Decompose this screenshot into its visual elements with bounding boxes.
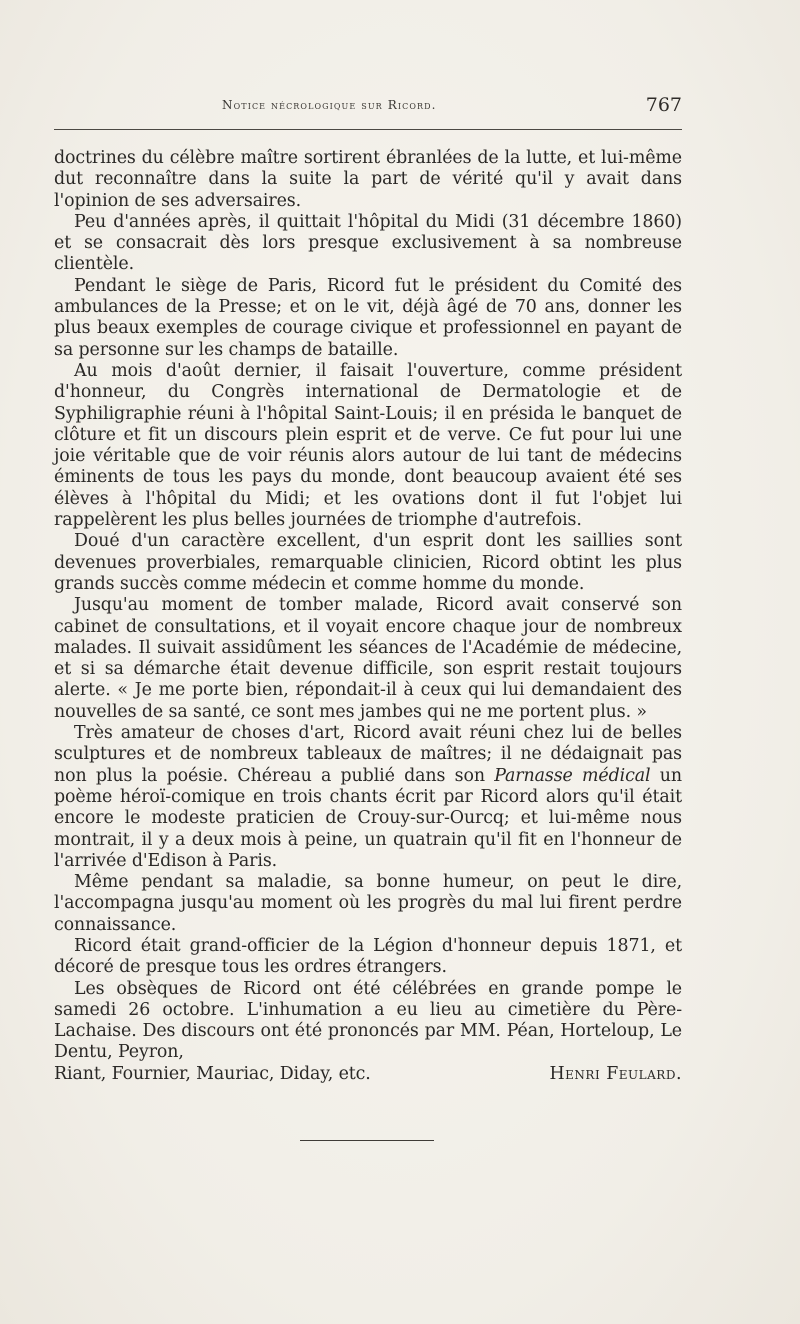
paragraph-8: Même pendant sa maladie, sa bonne humeur, on peut le dire, l'accompagna jusqu'au moment où les progrès du mal lui firent perdre connaissance. (54, 872, 682, 935)
paragraph-2: Peu d'années après, il quittait l'hôpital du Midi (31 décembre 1860) et se consacrait dès lors presque exclusivement à sa nombreuse clientèle. (54, 211, 682, 275)
paragraph-3: Pendant le siège de Paris, Ricord fut le président du Comité des ambulances de la Presse; et on le vit, déjà âgé de 70 ans, donner les plus beaux exemples de courage civique et professionnel en payant de sa personne sur les champs de bataille. (54, 275, 682, 360)
running-head (54, 94, 682, 118)
header-rule (54, 129, 682, 130)
paragraph-10 (54, 979, 682, 1064)
paragraph-6: Jusqu'au moment de tomber malade, Ricord avait conservé son cabinet de consultations, et il voyait encore chaque jour de nombreux malades. Il suivait assidûment les séances de l'Académie de médecine, et si sa démarche était devenue difficile, son esprit restait toujours alerte. « Je me porte bien, répondait-il à ceux qui lui demandaient des nouvelles de sa santé, ce sont mes jambes qui ne me portent plus. » (54, 595, 682, 722)
paragraph-10-text: Les obsèques de Ricord ont été célébrées en grande pompe le samedi 26 octobre. L'inhumation a eu lieu au cimetière du Père-Lachaise. Des discours ont été prononcés par MM. Péan, Horteloup, Le Dentu, Peyron, (54, 978, 682, 1063)
paragraph-10-last-line: Riant, Fournier, Mauriac, Diday, etc. (54, 1063, 371, 1084)
paragraph-5: Doué d'un caractère excellent, d'un esprit dont les saillies sont devenues proverbiales, remarquable clinicien, Ricord obtint les plus grands succès comme médecin et comme homme du monde. (54, 531, 682, 594)
page-number: 767 (645, 94, 682, 116)
paragraph-7 (54, 723, 682, 872)
paragraph-7-after: un poème héroï-comique en trois chants écrit par Ricord alors qu'il était encore le modeste praticien de Crouy-sur-Ourcq; et lui-même nous montrait, il y a deux mois à peine, un quatrain qu'il fit en l'honneur de l'arrivée d'Edison à Paris. (54, 765, 682, 871)
paragraph-9: Ricord était grand-officier de la Légion d'honneur depuis 1871, et décoré de presque tous les ordres étrangers. (54, 935, 682, 978)
paragraph-1: doctrines du célèbre maître sortirent ébranlées de la lutte, et lui-même dut reconnaître dans la suite la part de vérité qu'il y avait dans l'opinion de ses adversaires. (54, 148, 682, 211)
end-rule (300, 1140, 434, 1141)
paragraph-4: Au mois d'août dernier, il faisait l'ouverture, comme président d'honneur, du Congrès international de Dermatologie et de Syphiligraphie réuni à l'hôpital Saint-Louis; il en présida le banquet de clôture et fit un discours plein esprit et de verve. Ce fut pour lui une joie véritable que de voir réunis alors autour de lui tant de médecins éminents de tous les pays du monde, dont beaucoup avaient été ses élèves à l'hôpital du Midi; et les ovations dont il fut l'objet lui rappelèrent les plus belles journées de triomphe d'autrefois. (54, 360, 682, 531)
paragraph-7-before: Très amateur de choses d'art, Ricord avait réuni chez lui de belles sculptures et de nombreux tableaux de maîtres; il ne dédaignait pas non plus la poésie. Chéreau a publié dans son (54, 723, 682, 786)
signature-line (54, 1064, 682, 1085)
running-title: Notice nécrologique sur Ricord. (222, 98, 437, 112)
article-body (54, 148, 682, 1085)
book-title-parnasse: Parnasse médical (494, 765, 651, 786)
author-signature: Henri Feulard. (549, 1063, 682, 1084)
